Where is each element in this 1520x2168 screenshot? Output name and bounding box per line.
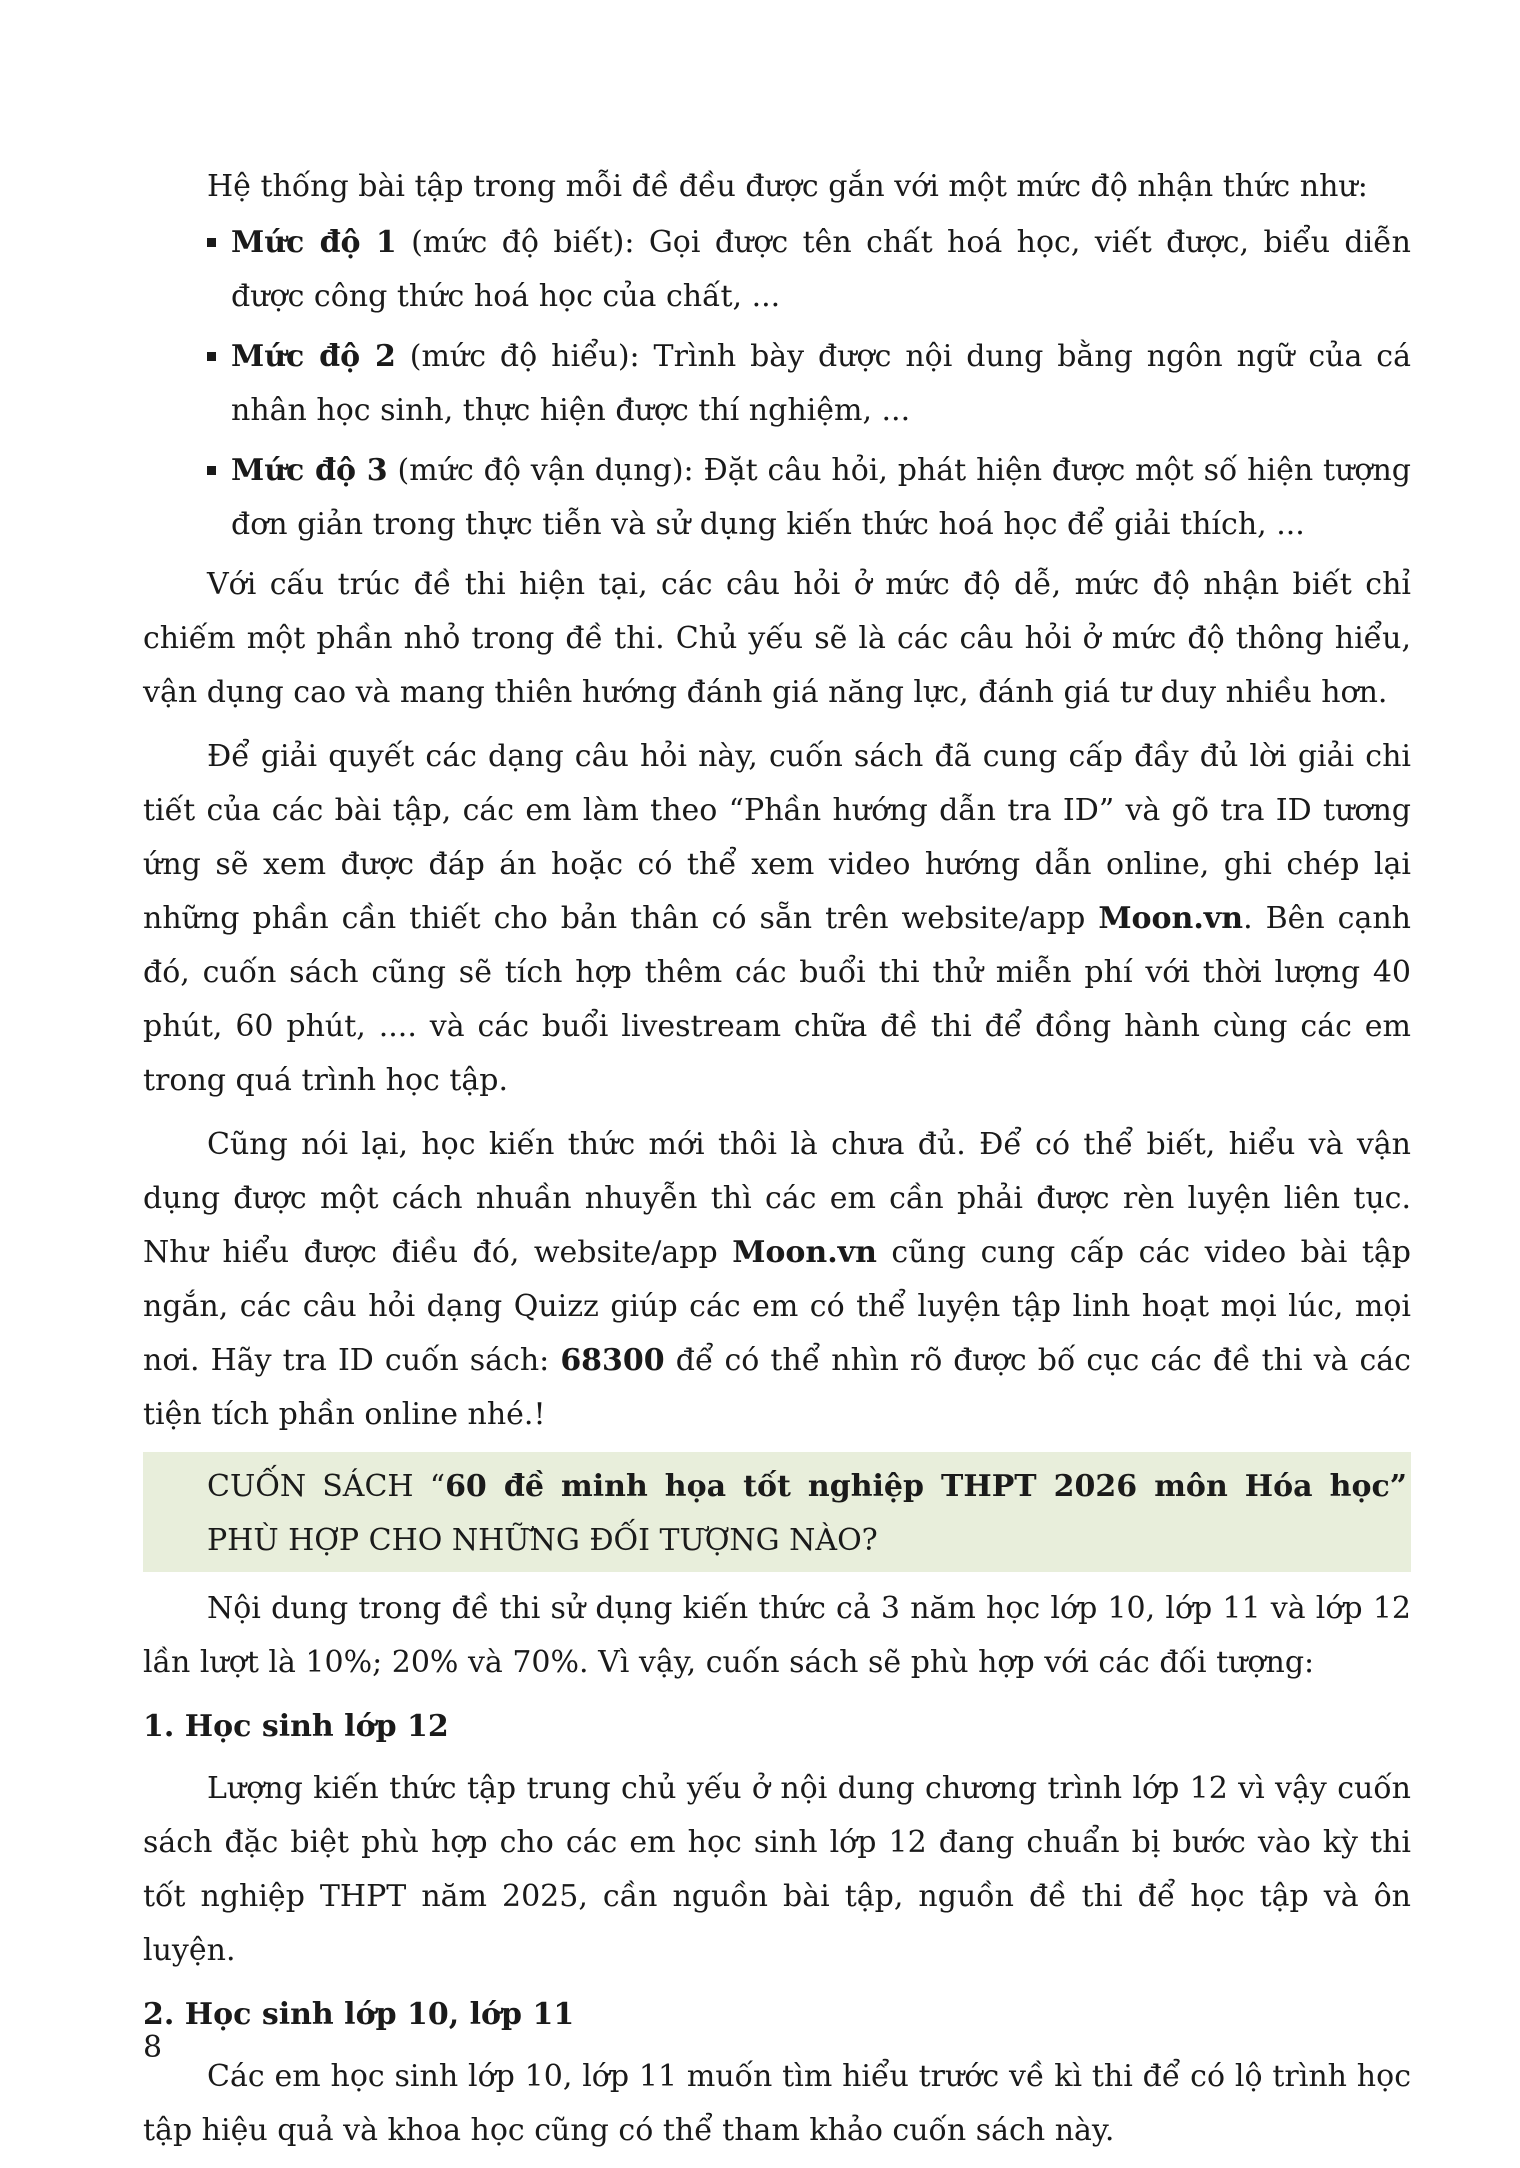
level-description: (mức độ biết): Gọi được tên chất hoá học, viết được, biểu diễn được công thức hoá học của chất, ... [231,225,1411,314]
text-run: Để giải quyết các dạng câu hỏi này, cuốn sách đã cung cấp đầy đủ lời giải chi tiết của các bài tập, các em làm theo “Phần hướng dẫn tra ID” và gõ tra ID tương ứng sẽ xem được đáp án hoặc có thể xem video hướng dẫn online, ghi chép lại những phần cần thiết cho bản thân có sẵn trên website/app [143,739,1411,936]
level-description: (mức độ vận dụng): Đặt câu hỏi, phát hiện được một số hiện tượng đơn giản trong thực tiễn và sử dụng kiến thức hoá học để giải thích, ... [231,453,1411,542]
practice-paragraph [143,1118,1411,1442]
square-bullet-icon [207,466,216,475]
content-distribution-paragraph: Nội dung trong đề thi sử dụng kiến thức cả 3 năm học lớp 10, lớp 11 và lớp 12 lần lượt là 10%; 20% và 70%. Vì vậy, cuốn sách sẽ phù hợp với các đối tượng: [143,1591,1411,1680]
audience-callout-heading [143,1452,1411,1572]
solution-paragraph [143,730,1411,1108]
text-run: Cũng nói lại, học kiến thức mới thôi là chưa đủ. Để có thể biết, hiểu và vận dụng được một cách nhuần nhuyễn thì các em cần phải được rèn luyện liên tục. Như hiểu được điều đó, website/app [143,1127,1411,1270]
text-run: CUỐN SÁCH “ [207,1469,446,1504]
level-item [143,330,1411,438]
level-item [143,216,1411,324]
structure-paragraph: Với cấu trúc đề thi hiện tại, các câu hỏi ở mức độ dễ, mức độ nhận biết chỉ chiếm một phần nhỏ trong đề thi. Chủ yếu sẽ là các câu hỏi ở mức độ thông hiểu, vận dụng cao và mang thiên hướng đánh giá năng lực, đánh giá tư duy nhiều hơn. [143,567,1411,710]
level-description: (mức độ hiểu): Trình bày được nội dung bằng ngôn ngữ của cá nhân học sinh, thực hiện được thí nghiệm, ... [231,339,1411,428]
level-label: Mức độ 3 [231,453,388,488]
book-title: 60 đề minh họa tốt nghiệp THPT 2026 môn Hóa học” [445,1469,1408,1504]
square-bullet-icon [207,352,216,361]
intro-paragraph: Hệ thống bài tập trong mỗi đề đều được gắn với một mức độ nhận thức như: [207,169,1368,204]
page-content [143,160,1411,2168]
section-body-grade-12: Lượng kiến thức tập trung chủ yếu ở nội dung chương trình lớp 12 vì vậy cuốn sách đặc biệt phù hợp cho các em học sinh lớp 12 đang chuẩn bị bước vào kỳ thi tốt nghiệp THPT năm 2025, cần nguồn bài tập, nguồn đề thi để học tập và ôn luyện. [143,1771,1411,1968]
book-id: 68300 [560,1343,665,1378]
level-label: Mức độ 2 [231,339,396,374]
page-number: 8 [143,2030,163,2065]
cognitive-levels-list [143,216,1411,552]
brand-name: Moon.vn [732,1235,877,1270]
section-heading-grade-12: 1. Học sinh lớp 12 [143,1709,449,1744]
level-item [143,444,1411,552]
level-label: Mức độ 1 [231,225,397,260]
section-body-grade-10-11: Các em học sinh lớp 10, lớp 11 muốn tìm hiểu trước về kì thi để có lộ trình học tập hiệu quả và khoa học cũng có thể tham khảo cuốn sách này. [143,2059,1411,2148]
brand-name: Moon.vn [1098,901,1244,936]
text-run: PHÙ HỢP CHO NHỮNG ĐỐI TƯỢNG NÀO? [207,1523,878,1558]
square-bullet-icon [207,238,216,247]
text-run: cũng cung cấp các video bài tập ngắn, các câu hỏi dạng Quizz giúp các em có thể luyện tập linh hoạt mọi lúc, mọi nơi. Hãy tra ID cuốn sách: [143,1235,1411,1378]
text-run: để có thể nhìn rõ được bố cục các đề thi và các tiện tích phần online nhé.! [143,1343,1411,1432]
section-heading-grade-10-11: 2. Học sinh lớp 10, lớp 11 [143,1997,575,2032]
text-run: . Bên cạnh đó, cuốn sách cũng sẽ tích hợp thêm các buổi thi thử miễn phí với thời lượng 40 phút, 60 phút, .... và các buổi livestream chữa đề thi để đồng hành cùng các em trong quá trình học tập. [143,901,1411,1098]
